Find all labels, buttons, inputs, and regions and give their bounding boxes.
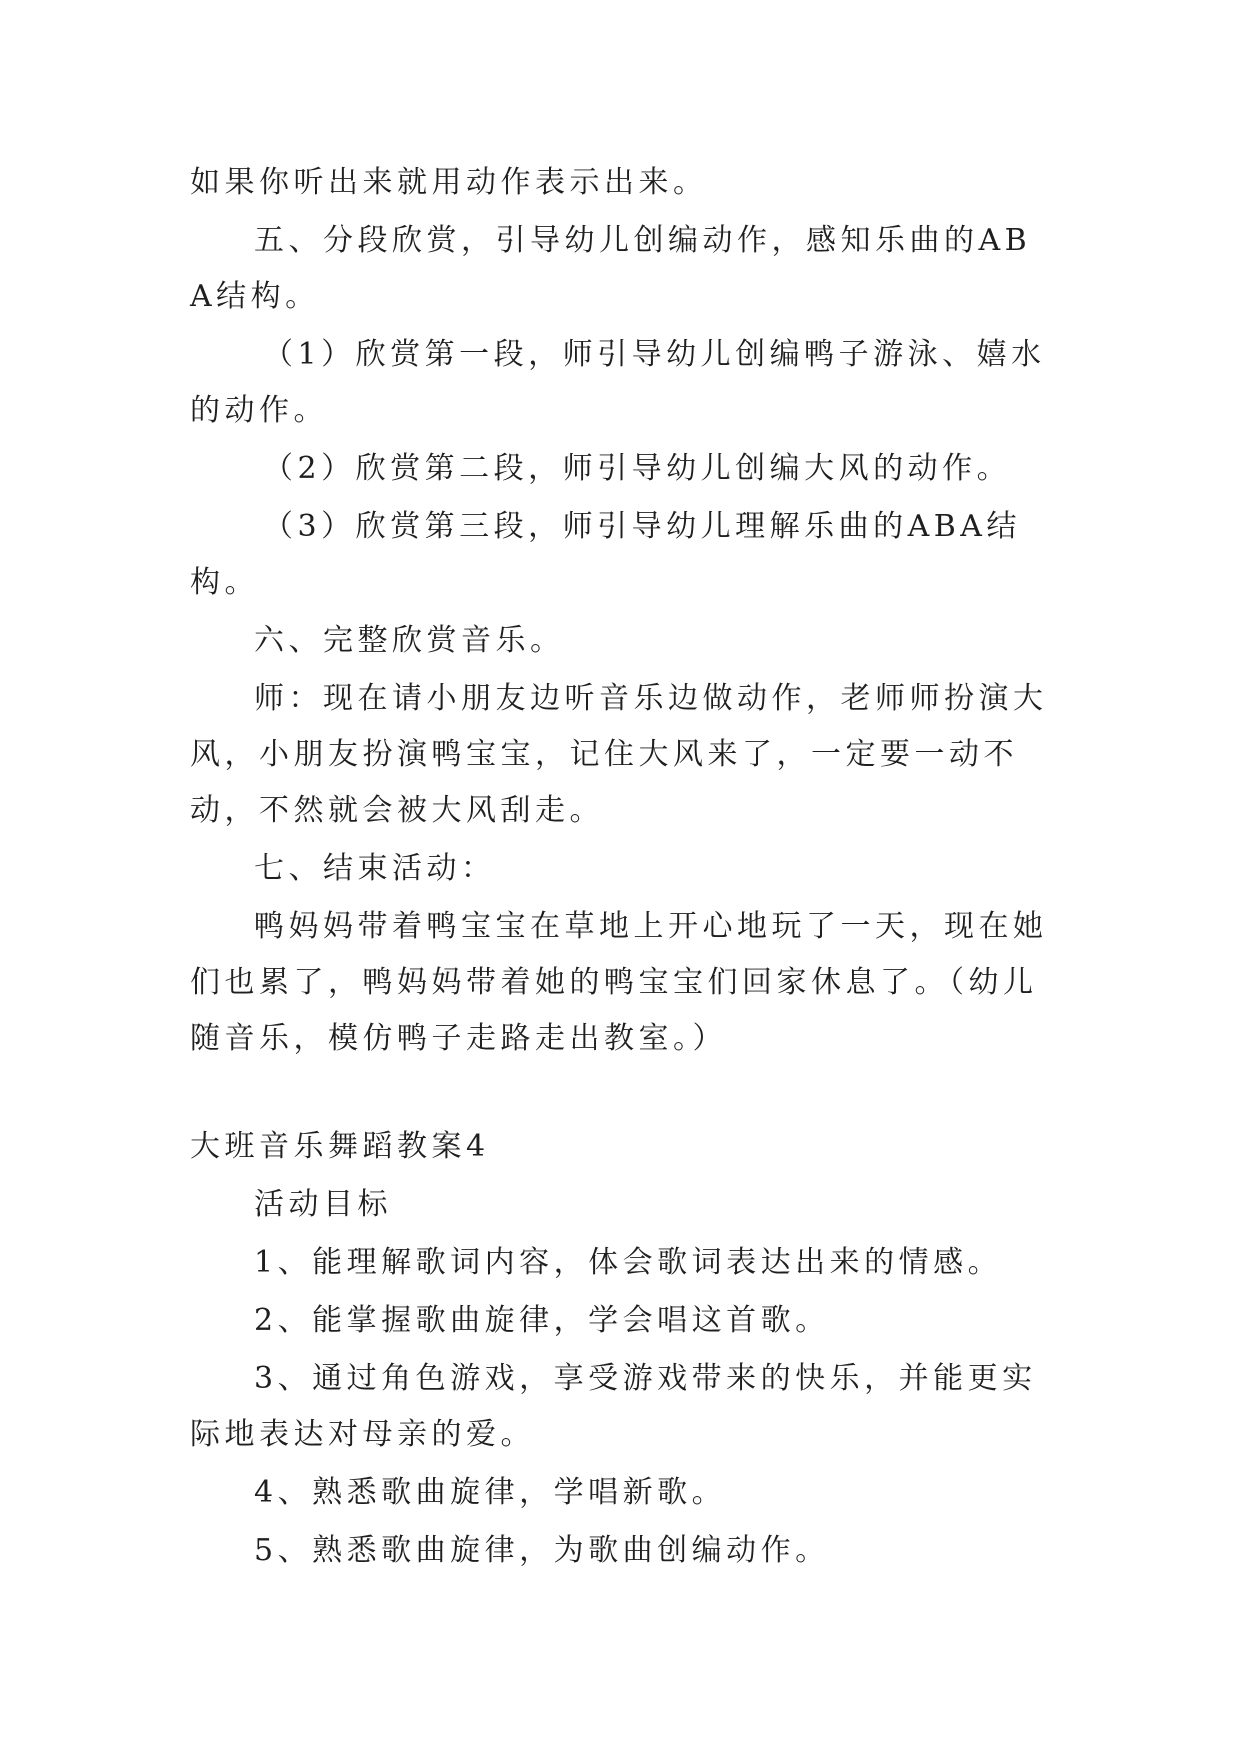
paragraph: 如果你听出来就用动作表示出来。 <box>190 165 708 200</box>
list-item: 3、通过角色游戏，享受游戏带来的快乐，并能更实际地表达对母亲的爱。 <box>190 1361 1037 1452</box>
paragraph: （3）欣赏第三段，师引导幼儿理解乐曲的ABA结构。 <box>190 509 1021 600</box>
paragraph: （1）欣赏第一段，师引导幼儿创编鸭子游泳、嬉水的动作。 <box>190 337 1046 428</box>
document-body <box>190 155 1050 1581</box>
list-item: 1、能理解歌词内容，体会歌词表达出来的情感。 <box>254 1245 1003 1280</box>
list-item: 4、熟悉歌曲旋律，学唱新歌。 <box>254 1475 727 1510</box>
paragraph: 师：现在请小朋友边听音乐边做动作，老师师扮演大风，小朋友扮演鸭宝宝，记住大风来了，一定要一动不动，不然就会被大风刮走。 <box>190 681 1048 828</box>
paragraph: 六、完整欣赏音乐。 <box>254 623 565 658</box>
section-heading: 活动目标 <box>254 1187 392 1222</box>
paragraph: 鸭妈妈带着鸭宝宝在草地上开心地玩了一天，现在她们也累了，鸭妈妈带着她的鸭宝宝们回家休息了。（幼儿随音乐，模仿鸭子走路走出教室。） <box>190 909 1048 1056</box>
paragraph: （2）欣赏第二段，师引导幼儿创编大风的动作。 <box>263 451 1012 486</box>
section-title: 大班音乐舞蹈教案4 <box>190 1129 490 1164</box>
list-item: 2、能掌握歌曲旋律，学会唱这首歌。 <box>254 1303 830 1338</box>
paragraph: 七、结束活动： <box>254 851 496 886</box>
paragraph: 五、分段欣赏，引导幼儿创编动作，感知乐曲的ABA结构。 <box>190 223 1032 314</box>
list-item: 5、熟悉歌曲旋律，为歌曲创编动作。 <box>254 1533 830 1568</box>
